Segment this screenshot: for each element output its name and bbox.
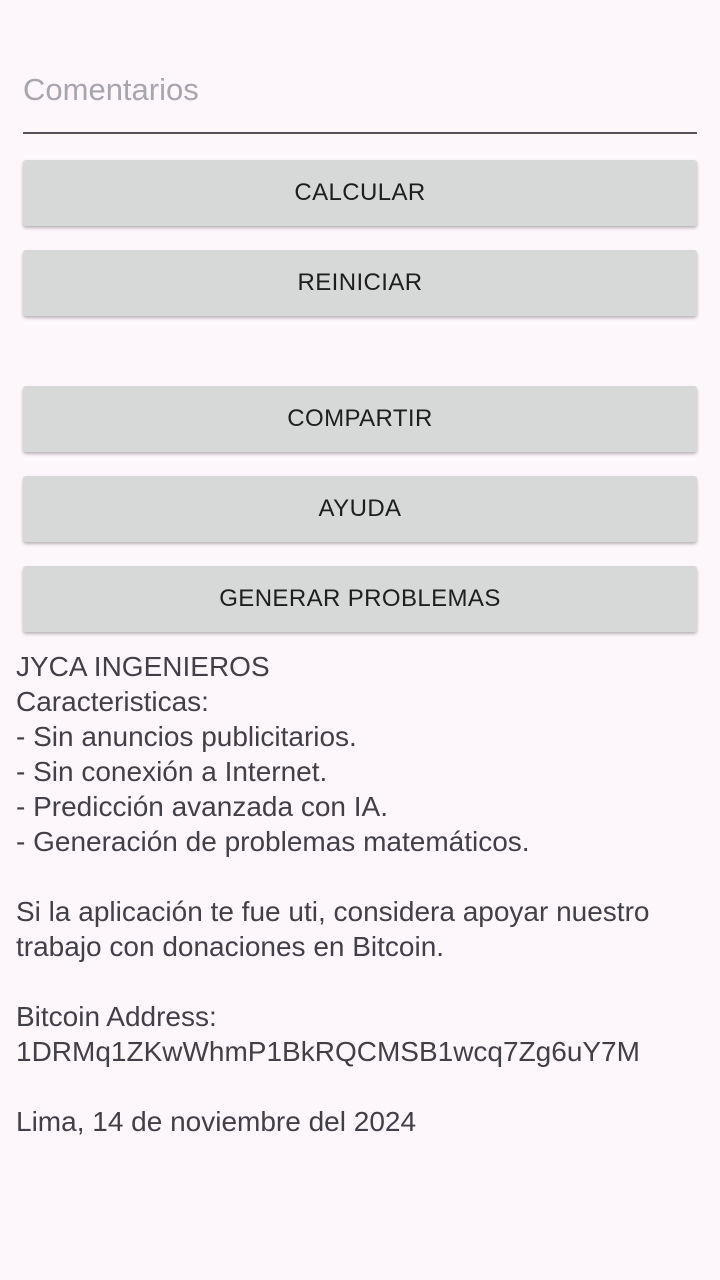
info-text-block	[16, 649, 706, 1139]
feature-item: - Predicción avanzada con IA.	[16, 791, 388, 822]
donation-text-line: Si la aplicación te fue uti, considera apoyar nuestro	[16, 896, 650, 927]
reiniciar-button[interactable]: REINICIAR	[23, 250, 697, 316]
ayuda-button[interactable]: AYUDA	[23, 476, 697, 542]
bitcoin-address: 1DRMq1ZKwWhmP1BkRQCMSB1wcq7Zg6uY7M	[16, 1036, 640, 1067]
date-text: Lima, 14 de noviembre del 2024	[16, 1106, 417, 1137]
generar-problemas-button[interactable]: GENERAR PROBLEMAS	[23, 566, 697, 632]
feature-item: - Generación de problemas matemáticos.	[16, 826, 530, 857]
feature-item: - Sin conexión a Internet.	[16, 756, 328, 787]
donation-text-line: trabajo con donaciones en Bitcoin.	[16, 931, 445, 962]
bitcoin-label: Bitcoin Address:	[16, 1001, 217, 1032]
comments-input[interactable]	[23, 30, 697, 134]
calcular-button[interactable]: CALCULAR	[23, 160, 697, 226]
compartir-button[interactable]: COMPARTIR	[23, 386, 697, 452]
features-heading: Caracteristicas:	[16, 686, 209, 717]
feature-item: - Sin anuncios publicitarios.	[16, 721, 357, 752]
company-name: JYCA INGENIEROS	[16, 651, 270, 682]
